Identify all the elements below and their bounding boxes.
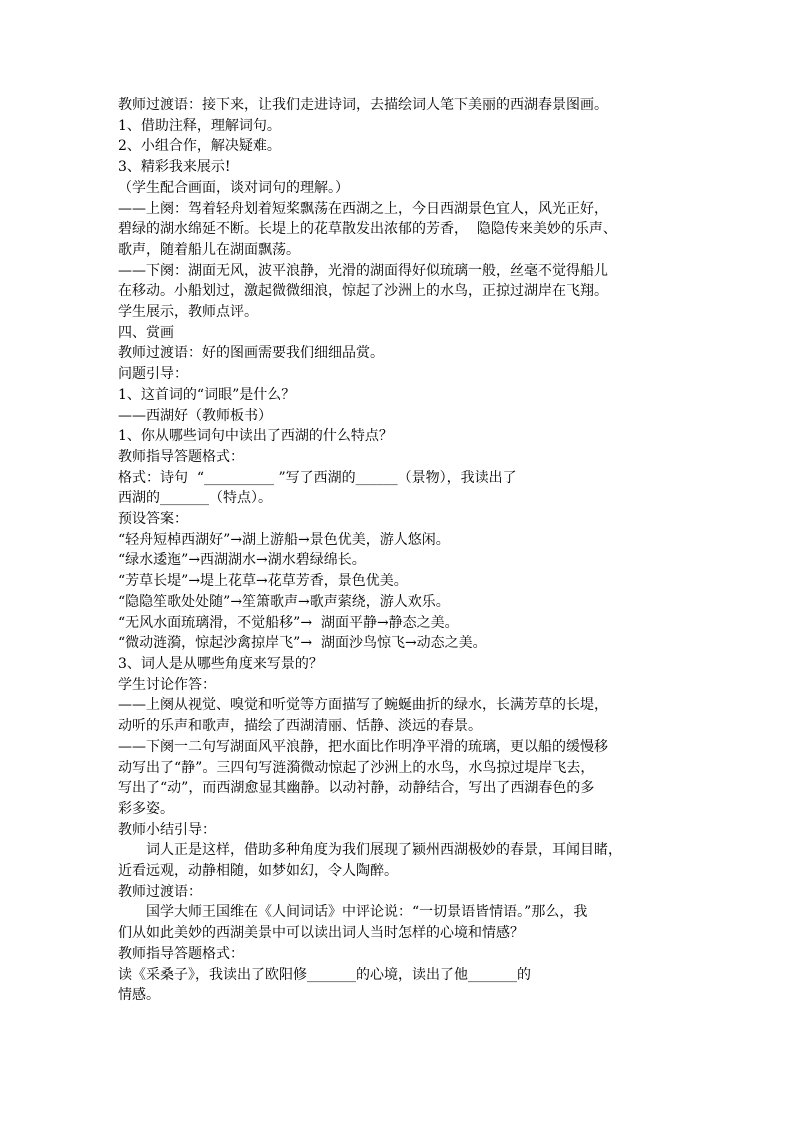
text-line: 读《采桑子》，我读出了欧阳修_______的心境，读出了他_______的 bbox=[118, 966, 531, 983]
answer-line: “轻舟短棹西湖好”→湖上游船→景色优美，游人悠闲。 bbox=[118, 531, 450, 548]
answer-line: “芳草长堤”→堤上花草→花草芳香，景色优美。 bbox=[118, 573, 408, 590]
answer-line: “隐隐笙歌处处随”→笙箫歌声→歌声萦绕，游人欢乐。 bbox=[118, 593, 450, 610]
text-line: 教师指导答题格式： bbox=[118, 448, 244, 465]
text-line: 教师指导答题格式： bbox=[118, 945, 244, 962]
answer-line: “微动涟漪，惊起沙禽掠岸飞”→ 湖面沙鸟惊飞→动态之美。 bbox=[118, 635, 487, 652]
text-line: 彩多姿。 bbox=[118, 800, 174, 817]
text-line: 教师过渡语： bbox=[118, 883, 202, 900]
text-line: 学生展示，教师点评。 bbox=[118, 304, 258, 321]
text-line: 3、精彩我来展示! bbox=[118, 159, 231, 176]
text-line: ——西湖好（教师板书） bbox=[118, 407, 272, 424]
text-line: 3、词人是从哪些角度来写景的？ bbox=[118, 655, 323, 672]
text-line: （学生配合画面，谈对词句的理解。） bbox=[118, 179, 349, 196]
text-line: ——上阕从视觉、嗅觉和听觉等方面描写了蜿蜒曲折的绿水，长满芳草的长堤， bbox=[118, 697, 608, 714]
text-line: 教师过渡语：好的图画需要我们细细品赏。 bbox=[118, 345, 384, 362]
text-line: ——上阕：驾着轻舟划着短桨飘荡在西湖之上，今日西湖景色宜人，风光正好， bbox=[118, 200, 608, 217]
text-line: 动写出了“静”。三四句写涟漪微动惊起了沙洲上的水鸟，水鸟掠过堤岸飞去， bbox=[118, 759, 595, 776]
text-line: 西湖的_______（特点）。 bbox=[118, 490, 272, 507]
text-line: 们从如此美妙的西湖美景中可以读出词人当时怎样的心境和情感？ bbox=[118, 925, 524, 942]
text-line: 格式：诗句 “__________ ”写了西湖的______（景物），我读出了 bbox=[118, 469, 517, 486]
text-line: 在移动。小船划过，激起微微细浪，惊起了沙洲上的水鸟，正掠过湖岸在飞翔。 bbox=[118, 283, 608, 300]
text-line: 教师过渡语：接下来，让我们走进诗词，去描绘词人笔下美丽的西湖春景图画。 bbox=[118, 97, 608, 113]
text-line: 问题引导： bbox=[118, 366, 188, 383]
text-line: 国学大师王国维在《人间词话》中评论说：“一切景语皆情语。”那么，我 bbox=[146, 904, 588, 921]
text-line: 写出了“动”，而西湖愈显其幽静。以动衬静，动静结合，写出了西湖春色的多 bbox=[118, 780, 595, 797]
text-line: 近看远观，动静相随，如梦如幻，令人陶醉。 bbox=[118, 863, 398, 880]
text-line: 词人正是这样，借助多种角度为我们展现了颍州西湖极妙的春景，耳闻目睹， bbox=[146, 842, 622, 859]
text-line: ——下阕：湖面无风，波平浪静，光滑的湖面得好似琉璃一般，丝毫不觉得船儿 bbox=[118, 262, 608, 279]
text-line: 学生讨论作答： bbox=[118, 676, 216, 693]
text-line: 2、小组合作，解决疑难。 bbox=[118, 138, 281, 155]
text-line: 教师小结引导： bbox=[118, 821, 216, 838]
document-body bbox=[118, 95, 678, 1006]
text-line: ——下阕一二句写湖面风平浪静，把水面比作明净平滑的琉璃，更以船的缓慢移 bbox=[118, 738, 608, 755]
text-line: 情感。 bbox=[118, 987, 160, 1004]
text-line: 动听的乐声和歌声，描绘了西湖清丽、恬静、淡远的春景。 bbox=[118, 718, 482, 735]
section-heading: 四、赏画 bbox=[118, 324, 174, 341]
text-line: 1、借助注释，理解词句。 bbox=[118, 117, 281, 134]
answer-line: “绿水逶迤”→西湖湖水→湖水碧绿绵长。 bbox=[118, 552, 366, 569]
answer-line: “无风水面琉璃滑，不觉船移”→ 湖面平静→静态之美。 bbox=[118, 614, 459, 631]
text-line: 歌声，随着船儿在湖面飘荡。 bbox=[118, 241, 300, 258]
text-line: 预设答案： bbox=[118, 511, 188, 528]
text-line: 碧绿的湖水绵延不断。长堤上的花草散发出浓郁的芳香， 隐隐传来美妙的乐声、 bbox=[118, 221, 617, 238]
text-line: 1、你从哪些词句中读出了西湖的什么特点？ bbox=[118, 428, 393, 445]
text-line: 1、这首词的“词眼”是什么？ bbox=[118, 386, 296, 403]
